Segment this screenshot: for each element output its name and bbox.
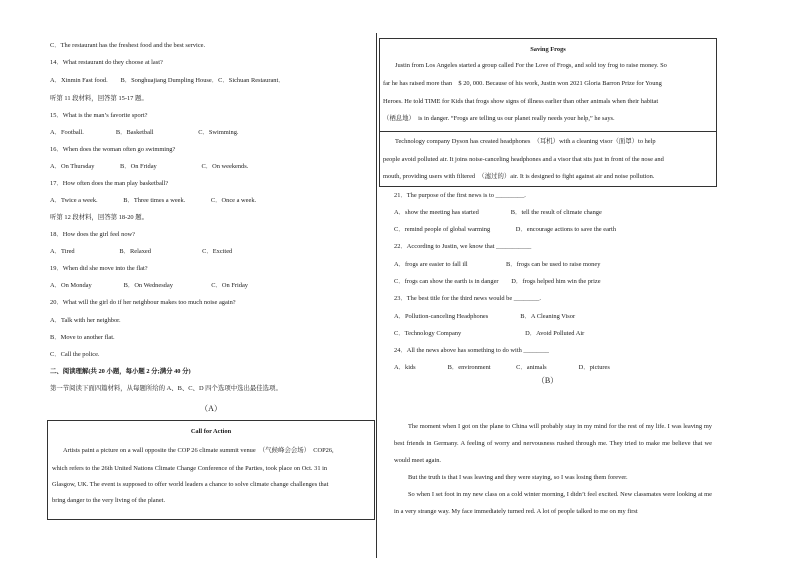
- saving-frogs-line: （栖息地） is in danger. “Frogs are telling us our planet really needs your help,” he says.: [383, 115, 615, 122]
- options-14: A．Xinmin Fast food. B．Songhuajiang Dumpling House．C．Sichuan Restaurant．: [50, 77, 285, 84]
- options-18: A．Tired B．Relaxed C．Excited: [50, 248, 233, 255]
- section-b-marker: （B）: [536, 376, 559, 385]
- story-paragraph: But the truth is that I was leaving and they were staying, so I was losing them forever.: [408, 474, 628, 481]
- dyson-line: mouth, providing users with filtered （滤过的）air. It is designed to fight against air and noise pollution.: [383, 173, 655, 180]
- reading-instructions: 第一节阅读下面四篇材料，从每题所给的 A、B、C、D 四个选项中选出最佳选项。: [50, 385, 282, 392]
- question-24: 24．All the news above has something to do with ________: [394, 347, 549, 354]
- story-paragraph: So when I set foot in my new class on a cold winter morning, I didn’t feel excited. New classmates were looking at me in a very strange way. My face immediately turned red. A lot of people talked to me on my first: [394, 491, 712, 515]
- options-17: A．Twice a week. B．Three times a week. C．Once a week.: [50, 197, 257, 204]
- option-20c: C．Call the police.: [50, 351, 100, 358]
- options-15: A．Football. B．Basketball C．Swimming.: [50, 129, 239, 136]
- question-20: 20．What will the girl do if her neighbour makes too much noise again?: [50, 299, 236, 306]
- call-for-action-title: Call for Action: [190, 428, 232, 435]
- section-note-12: 听第 12 段材料，回答第 18-20 题。: [50, 214, 148, 221]
- saving-frogs-title: Saving Frogs: [530, 46, 566, 53]
- news-box-divider: [380, 131, 716, 132]
- option-20a: A．Talk with her neighbor.: [50, 317, 121, 324]
- option-20b: B．Move to another flat.: [50, 334, 115, 341]
- options-21-cd: C．remind people of global warming D．encourage actions to save the earth: [394, 226, 617, 233]
- options-24: A．kids B．environment C．animals D．pictures: [394, 364, 610, 371]
- question-22: 22．According to Justin, we know that ___________: [394, 243, 532, 250]
- section-note-11: 听第 11 段材料，回答第 15-17 题。: [50, 95, 148, 102]
- story-passage: [394, 418, 712, 520]
- options-22-ab: A．frogs are easier to fall ill B．frogs can be used to raise money: [394, 261, 601, 268]
- question-16: 16．When does the woman often go swimming?: [50, 146, 176, 153]
- option-13c: C．The restaurant has the freshest food and the best service.: [50, 42, 206, 49]
- question-18: 18．How does the girl feel now?: [50, 231, 136, 238]
- call-for-action-line: which refers to the 26th United Nations Climate Change Conference of the Parties, took place on Oct. 31 in: [52, 465, 328, 472]
- dyson-line: people avoid polluted air. It joins noise-canceling headphones and a visor that sits just in front of the nose and: [383, 156, 664, 163]
- options-23-ab: A．Pollution-canceling Headphones B．A Cleaning Visor: [394, 313, 576, 320]
- call-for-action-line: bring danger to the very living of the planet.: [52, 497, 166, 504]
- options-19: A．On Monday B．On Wednesday C．On Friday: [50, 282, 248, 289]
- options-21-ab: A．show the meeting has started B．tell the result of climate change: [394, 209, 602, 216]
- options-23-cd: C．Technology Company D．Avoid Polluted Air: [394, 330, 585, 337]
- news-box: [379, 38, 717, 187]
- call-for-action-box: [47, 420, 375, 520]
- question-21: 21．The purpose of the first news is to _________.: [394, 192, 526, 199]
- question-23: 23．The best title for the third news would be ________.: [394, 295, 541, 302]
- dyson-line: Technology company Dyson has created headphones （耳机）with a cleaning visor（面罩）to help: [395, 138, 656, 145]
- question-19: 19．When did she move into the flat?: [50, 265, 148, 272]
- call-for-action-line: Glasgow, UK. The event is supposed to offer world leaders a chance to solve climate change challenges that: [52, 481, 329, 488]
- options-22-cd: C．frogs can show the earth is in danger D．frogs helped him win the prize: [394, 278, 601, 285]
- reading-section-heading: 二、阅读理解(共 20 小题，每小题 2 分;满分 40 分): [50, 368, 191, 375]
- column-divider: [376, 33, 377, 558]
- saving-frogs-line: Heroes. He told TIME for Kids that frogs show signs of illness earlier than other animals when their habitat: [383, 98, 659, 105]
- call-for-action-line: Artists paint a picture on a wall opposite the COP 26 climate summit venue （气候峰会会场） COP26,: [63, 447, 334, 454]
- section-a-marker: （A）: [200, 404, 222, 413]
- options-16: A．On Thursday B．On Friday C．On weekends.: [50, 163, 249, 170]
- story-paragraph: The moment when I got on the plane to China will probably stay in my mind for the rest of my life. I was leaving my best friends in Germany. A feeling of worry and nervousness rushed through me. They tried to make me believe that we would meet again.: [394, 423, 712, 464]
- question-17: 17．How often does the man play basketball?: [50, 180, 169, 187]
- question-14: 14．What restaurant do they choose at last?: [50, 59, 163, 66]
- saving-frogs-line: Justin from Los Angeles started a group called For the Love of Frogs, and sold toy frog to raise money. So: [395, 62, 667, 69]
- question-15: 15．What is the man’s favorite sport?: [50, 112, 148, 119]
- saving-frogs-line: far he has raised more than $ 20, 000. Because of his work, Justin won 2021 Gloria Barron Prize for Young: [383, 80, 662, 87]
